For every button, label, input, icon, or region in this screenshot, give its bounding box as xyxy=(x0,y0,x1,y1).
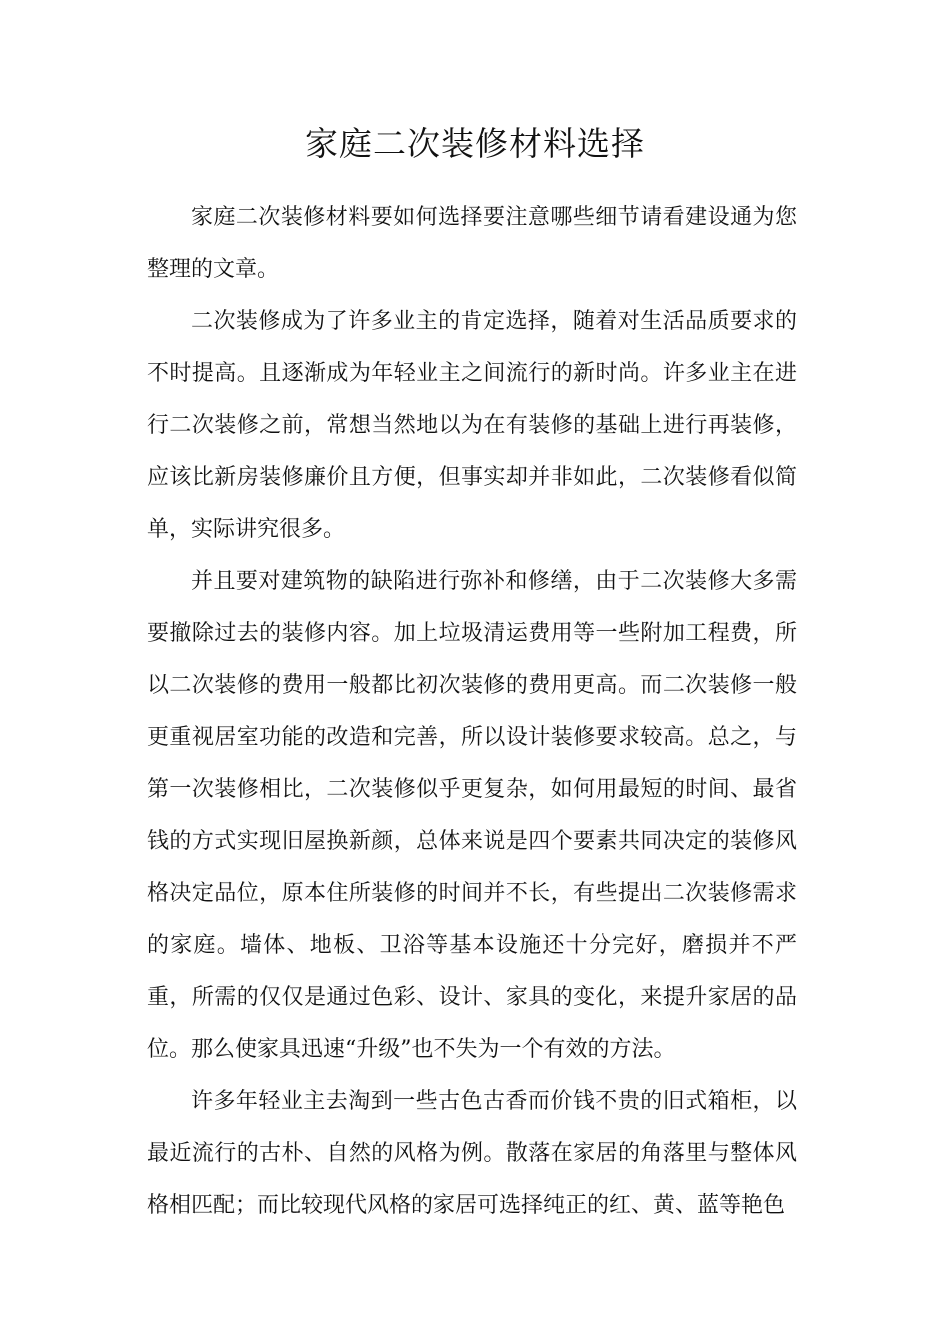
document-body xyxy=(147,192,797,1232)
paragraph-second-renovation: 二次装修成为了许多业主的肯定选择，随着对生活品质要求的不时提高。且逐渐成为年轻业主之间流行的新时尚。许多业主在进行二次装修之前，常想当然地以为在有装修的基础上进行再装修，应该比新房装修廉价且方便，但事实却并非如此，二次装修看似简单，实际讲究很多。 xyxy=(147,309,797,542)
paragraph-intro: 家庭二次装修材料要如何选择要注意哪些细节请看建设通为您整理的文章。 xyxy=(147,205,797,282)
paragraph-costs-and-design: 并且要对建筑物的缺陷进行弥补和修缮，由于二次装修大多需要撤除过去的装修内容。加上垃圾清运费用等一些附加工程费，所以二次装修的费用一般都比初次装修的费用更高。而二次装修一般更重视居室功能的改造和完善，所以设计装修要求较高。总之，与第一次装修相比，二次装修似乎更复杂，如何用最短的时间、最省钱的方式实现旧屋换新颜，总体来说是四个要素共同决定的装修风格决定品位，原本住所装修的时间并不长，有些提出二次装修需求的家庭。墙体、地板、卫浴等基本设施还十分完好，磨损并不严重，所需的仅仅是通过色彩、设计、家具的变化，来提升家居的品位。那么使家具迅速“升级”也不失为一个有效的方法。 xyxy=(147,569,797,1062)
document-title: 家庭二次装修材料选择 xyxy=(305,124,645,163)
paragraph-furniture-style: 许多年轻业主去淘到一些古色古香而价钱不贵的旧式箱柜，以最近流行的古朴、自然的风格为例。散落在家居的角落里与整体风格相匹配；而比较现代风格的家居可选择纯正的红、黄、蓝等艳色 xyxy=(147,1089,797,1218)
